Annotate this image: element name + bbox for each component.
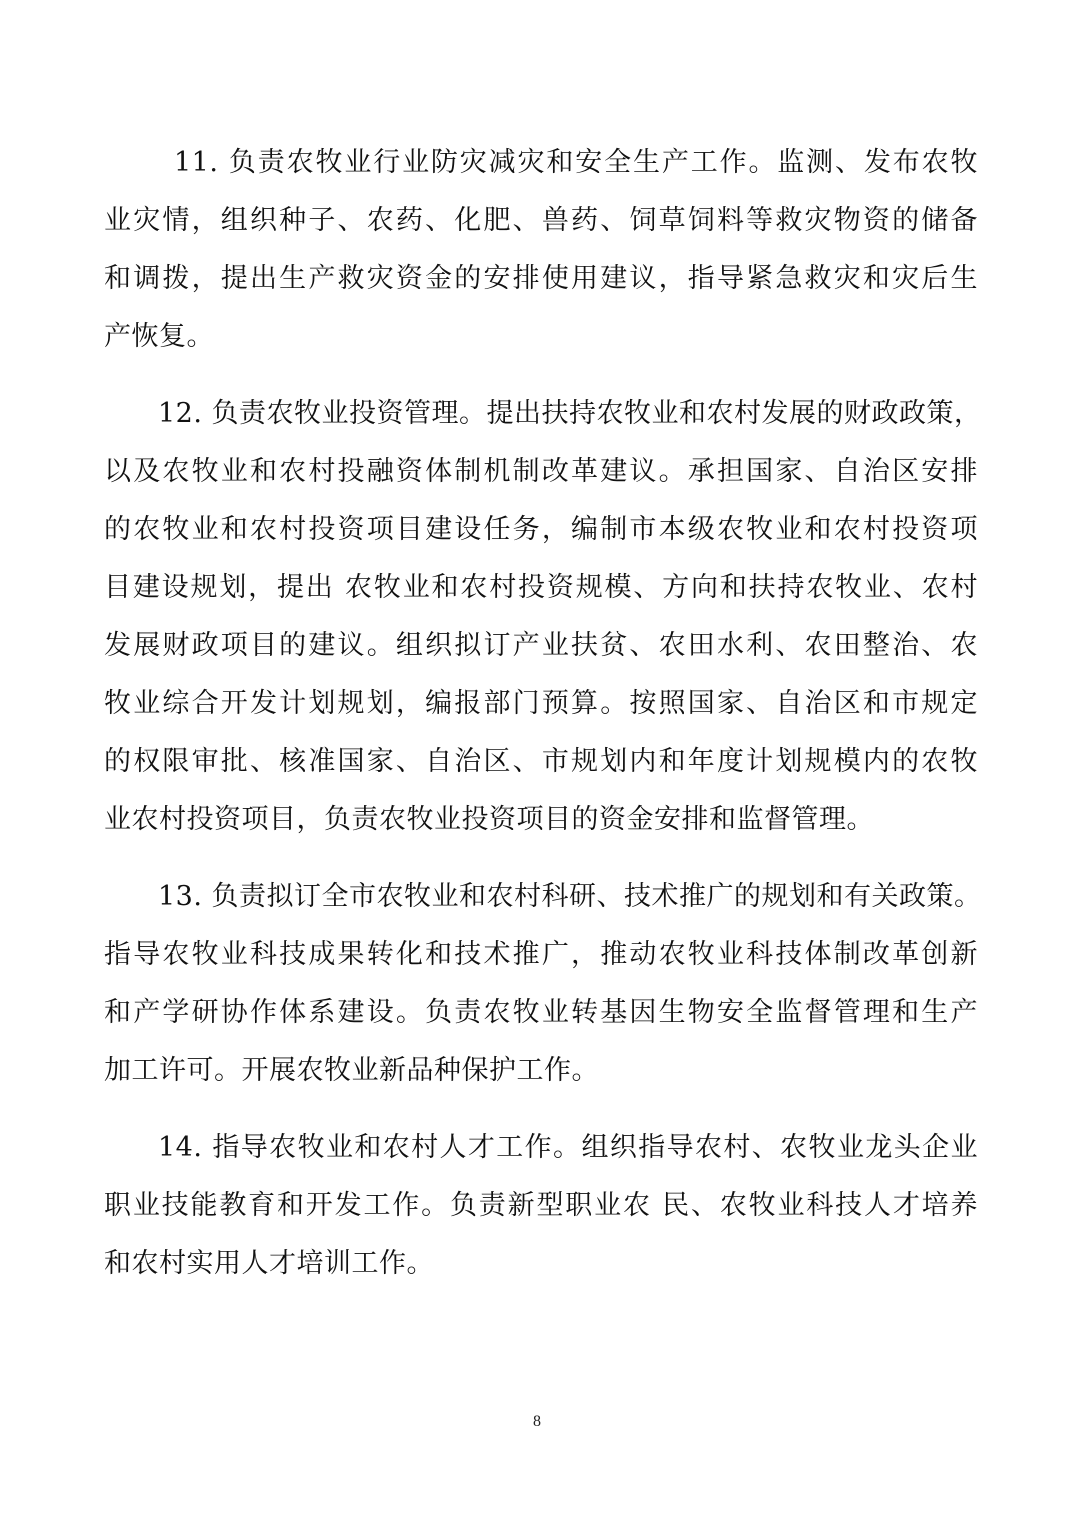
- paragraph-line: 和农村实用人才培训工作。: [104, 1248, 434, 1279]
- paragraph-line: 以及农牧业和农村投融资体制机制改革建议。承担国家、自治区安排: [104, 456, 978, 487]
- paragraph-line: 产恢复。: [104, 321, 214, 352]
- paragraph-12: [104, 385, 982, 849]
- paragraph-11: [104, 134, 978, 366]
- paragraph-14: [104, 1119, 978, 1293]
- paragraph-line: 11. 负责农牧业行业防灾减灾和安全生产工作。监测、发布农牧: [174, 147, 978, 178]
- paragraph-line: 牧业综合开发计划规划，编报部门预算。按照国家、自治区和市规定: [104, 688, 978, 719]
- paragraph-line: 业灾情，组织种子、农药、化肥、兽药、饲草饲料等救灾物资的储备: [104, 205, 978, 236]
- paragraph-line: 发展财政项目的建议。组织拟订产业扶贫、农田水利、农田整治、农: [104, 630, 978, 661]
- paragraph-line: 14. 指导农牧业和农村人才工作。组织指导农村、农牧业龙头企业: [158, 1132, 978, 1163]
- paragraph-13: [104, 868, 982, 1100]
- paragraph-line: 的农牧业和农村投资项目建设任务，编制市本级农牧业和农村投资项: [104, 514, 978, 545]
- paragraph-line: 的权限审批、核准国家、自治区、市规划内和年度计划规模内的农牧: [104, 746, 978, 777]
- paragraph-line: 业农村投资项目，负责农牧业投资项目的资金安排和监督管理。: [104, 804, 874, 835]
- paragraph-line: 职业技能教育和开发工作。负责新型职业农 民、农牧业科技人才培养: [104, 1190, 978, 1221]
- paragraph-line: 加工许可。开展农牧业新品种保护工作。: [104, 1055, 599, 1086]
- document-body: [104, 134, 982, 1312]
- paragraph-line: 13. 负责拟订全市农牧业和农村科研、技术推广的规划和有关政策。: [158, 881, 982, 912]
- page-number: 8: [533, 1413, 541, 1430]
- paragraph-line: 目建设规划，提出 农牧业和农村投资规模、方向和扶持农牧业、农村: [104, 572, 978, 603]
- paragraph-line: 12. 负责农牧业投资管理。提出扶持农牧业和农村发展的财政政策，: [158, 398, 982, 429]
- paragraph-line: 和产学研协作体系建设。负责农牧业转基因生物安全监督管理和生产: [104, 997, 978, 1028]
- paragraph-line: 和调拨，提出生产救灾资金的安排使用建议，指导紧急救灾和灾后生: [104, 263, 978, 294]
- paragraph-line: 指导农牧业科技成果转化和技术推广，推动农牧业科技体制改革创新: [104, 939, 978, 970]
